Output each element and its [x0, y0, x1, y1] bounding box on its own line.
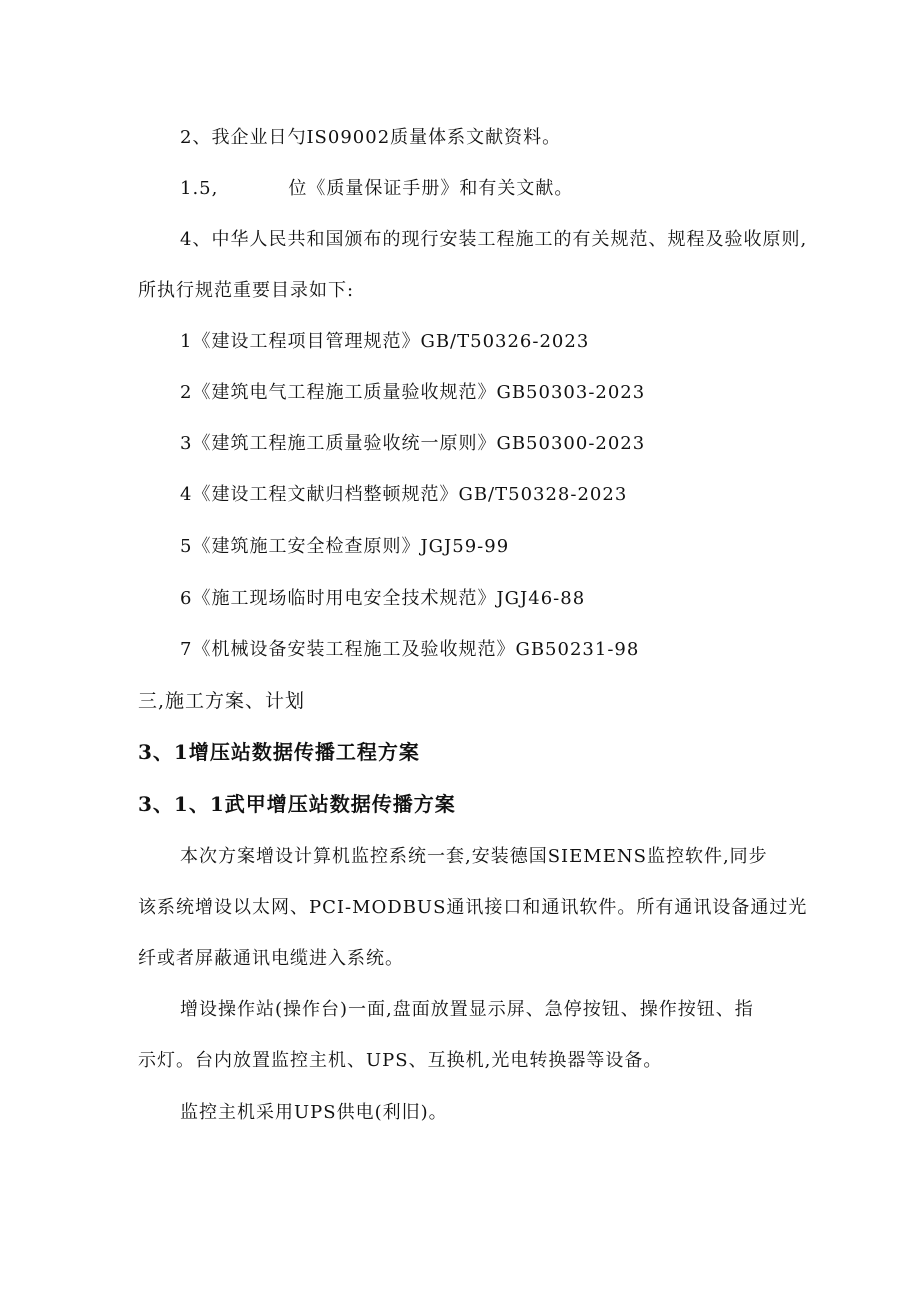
paragraph-quality-manual	[180, 177, 573, 201]
standard-item-7: 7《机械设备安装工程施工及验收规范》GB50231-98	[180, 639, 640, 660]
section-heading-data-transmission: 3、1增压站数据传播工程方案	[138, 740, 420, 764]
paragraph-text: 位《质量保证手册》和有关文献。	[288, 178, 574, 199]
paragraph-monitoring-system-continued: 该系统增设以太网、PCI-MODBUS通讯接口和通讯软件。所有通讯设备通过光	[138, 897, 808, 918]
paragraph-monitoring-system-end: 纤或者屏蔽通讯电缆进入系统。	[138, 948, 404, 969]
standard-item-2: 2《建筑电气工程施工质量验收规范》GB50303-2023	[180, 382, 646, 403]
standard-item-6: 6《施工现场临时用电安全技术规范》JGJ46-88	[180, 588, 586, 609]
standard-item-3: 3《建筑工程施工质量验收统一原则》GB50300-2023	[180, 433, 646, 454]
standard-item-1: 1《建设工程项目管理规范》GB/T50326-2023	[180, 331, 590, 352]
paragraph-operation-station: 增设操作站(操作台)一面,盘面放置显示屏、急停按钮、操作按钮、指	[180, 999, 754, 1020]
section-heading-construction-plan: 三,施工方案、计划	[138, 690, 306, 712]
paragraph-number: 1.5,	[180, 178, 219, 199]
paragraph-ups-power: 监控主机采用UPS供电(利旧)。	[180, 1102, 448, 1123]
paragraph-monitoring-system: 本次方案增设计算机监控系统一套,安装德国SIEMENS监控软件,同步	[180, 846, 768, 867]
subsection-heading-wujia-station: 3、1、1武甲增压站数据传播方案	[138, 792, 456, 816]
paragraph-regulations-continued: 所执行规范重要目录如下:	[138, 280, 355, 301]
paragraph-iso9002: 2、我企业日勺IS09002质量体系文献资料。	[180, 127, 562, 148]
paragraph-operation-station-continued: 示灯。台内放置监控主机、UPS、互换机,光电转换器等设备。	[138, 1050, 663, 1071]
standard-item-5: 5《建筑施工安全检查原则》JGJ59-99	[180, 536, 510, 557]
standard-item-4: 4《建设工程文献归档整顿规范》GB/T50328-2023	[180, 484, 628, 505]
paragraph-regulations: 4、中华人民共和国颁布的现行安装工程施工的有关规范、规程及验收原则,	[180, 229, 808, 250]
